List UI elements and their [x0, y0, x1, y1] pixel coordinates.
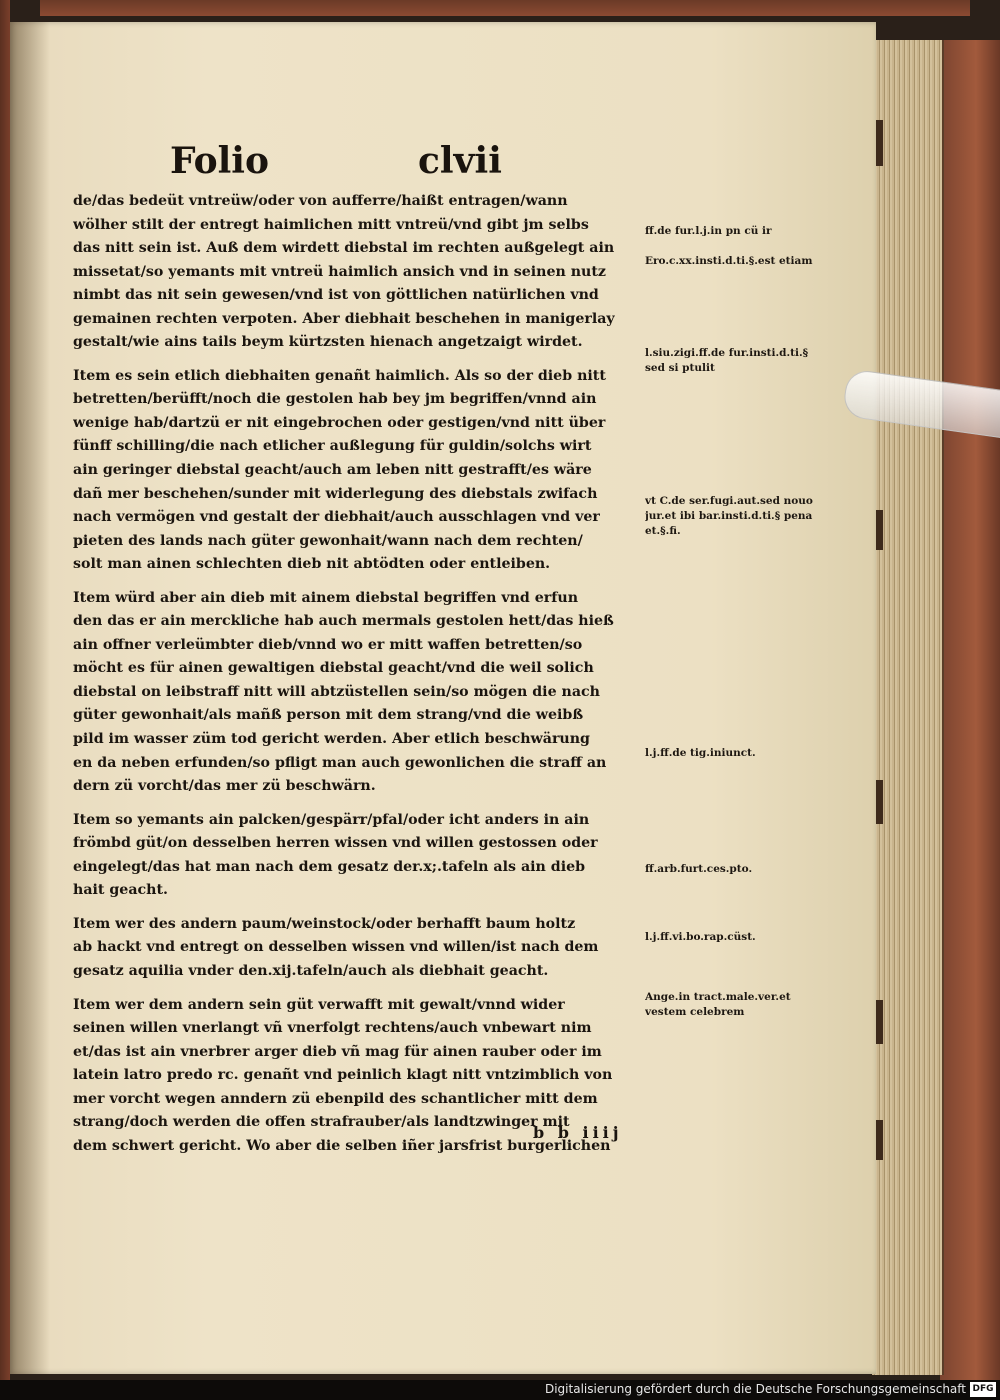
- text-line: Item es sein etlich diebhaiten genañt haimlich. Als so der dieb nitt: [73, 367, 606, 384]
- text-line: nimbt das nit sein gewesen/vnd ist von göttlichen natürlichen vnd: [73, 287, 599, 304]
- page-header: [170, 140, 502, 188]
- text-line: pieten des lands nach güter gewonhait/wann nach dem rechten/: [73, 532, 583, 549]
- text-line: ain geringer diebstal geacht/auch am leben nitt gestrafft/es wäre: [73, 462, 592, 479]
- main-text-block: [73, 190, 633, 1158]
- book-cover-top: [40, 0, 970, 16]
- text-paragraph: [73, 913, 633, 984]
- text-line: wölher stilt der entregt haimlichen mitt vntreü/vnd gibt jm selbs: [73, 216, 589, 233]
- text-line: ain offner verleümbter dieb/vnnd wo er mitt waffen betretten/so: [73, 636, 583, 653]
- page-stack-edge: [872, 40, 944, 1375]
- footer-credit: Digitalisierung gefördert durch die Deutsche Forschungsgemeinschaft: [544, 1382, 966, 1396]
- text-line: Item wer dem andern sein güt verwafft mit gewalt/vnnd wider: [73, 996, 565, 1013]
- text-line: das nitt sein ist. Auß dem wirdett diebstal im rechten außgelegt ain: [73, 240, 615, 257]
- book-cover-left: [0, 0, 10, 1380]
- margin-note-line: sed si ptulit: [645, 362, 715, 374]
- text-line: nach vermögen vnd gestalt der diebhait/auch ausschlagen vnd ver: [73, 509, 600, 526]
- margin-note-line: ff.de fur.l.j.in pn cü ir: [645, 225, 772, 237]
- text-line: et/das ist ain vnerbrer arger dieb vñ mag für ainen rauber oder im: [73, 1043, 602, 1060]
- folio-label: Folio: [170, 140, 269, 182]
- text-paragraph: [73, 365, 633, 577]
- margin-note: [645, 494, 845, 539]
- text-line: dañ mer beschehen/sunder mit widerlegung des diebstals zwifach: [73, 485, 598, 502]
- text-line: frömbd güt/on desselben herren wissen vnd willen gestossen oder: [73, 835, 598, 852]
- text-line: diebstal on leibstraff nitt will abtzüstellen sein/so mögen die nach: [73, 683, 600, 700]
- signature-mark: b b iiij: [533, 1123, 623, 1142]
- text-line: strang/doch werden die offen strafrauber/als landtzwinger mit: [73, 1114, 570, 1131]
- folio-number: clvii: [418, 140, 502, 182]
- margin-note-line: vt C.de ser.fugi.aut.sed nouo: [645, 495, 813, 507]
- margin-note: [645, 990, 845, 1020]
- text-line: gestalt/wie ains tails beym kürtzsten hienach angetzaigt wirdet.: [73, 334, 583, 351]
- text-line: gesatz aquilia vnder den.xij.tafeln/auch als diebhait geacht.: [73, 962, 549, 979]
- text-line: möcht es für ainen gewaltigen diebstal geacht/vnd die weil solich: [73, 660, 594, 677]
- margin-note: [645, 346, 845, 376]
- text-line: missetat/so yemants mit vntreü haimlich ansich vnd in seinen nutz: [73, 263, 606, 280]
- margin-note: [645, 862, 845, 877]
- text-line: hait geacht.: [73, 882, 168, 899]
- margin-note-line: ff.arb.furt.ces.pto.: [645, 863, 753, 875]
- dfg-logo-icon: DFG: [970, 1382, 996, 1397]
- text-line: solt man ainen schlechten dieb nit abtödten oder entleiben.: [73, 556, 551, 573]
- margin-note-line: l.j.ff.de tig.iniunct.: [645, 747, 756, 759]
- text-paragraph: [73, 190, 633, 355]
- margin-note-line: l.siu.zigi.ff.de fur.insti.d.ti.§: [645, 347, 809, 359]
- text-line: Item würd aber ain dieb mit ainem diebstal begriffen vnd erfun: [73, 589, 579, 606]
- text-line: de/das bedeüt vntreüw/oder von aufferre/haißt entragen/wann: [73, 193, 568, 209]
- text-line: en da neben erfunden/so pfligt man auch gewonlichen die straff an: [73, 754, 607, 771]
- text-line: gemainen rechten verpoten. Aber diebhait beschehen in manigerlay: [73, 310, 615, 327]
- page-gutter-shadow: [10, 22, 50, 1374]
- text-line: ab hackt vnd entregt on desselben wissen vnd willen/ist nach dem: [73, 939, 599, 956]
- margin-note: [645, 254, 845, 269]
- margin-note-line: jur.et ibi bar.insti.d.ti.§ pena: [645, 510, 813, 522]
- text-line: dem schwert gericht. Wo aber die selben iñer jarsfrist burgerlichen: [73, 1137, 611, 1154]
- text-line: dern zü vorcht/das mer zü beschwärn.: [73, 778, 376, 795]
- margin-note-line: et.§.fi.: [645, 525, 681, 537]
- text-line: fünff schilling/die nach etlicher außlegung für guldin/solchs wirt: [73, 438, 592, 455]
- text-line: pild im wasser züm tod gericht werden. Aber etlich beschwärung: [73, 731, 590, 748]
- text-line: Item so yemants ain palcken/gespärr/pfal/oder icht anders in ain: [73, 811, 590, 828]
- margin-note-line: Ero.c.xx.insti.d.ti.§.est etiam: [645, 255, 813, 267]
- margin-note-line: Ange.in tract.male.ver.et: [645, 991, 791, 1003]
- text-line: wenige hab/dartzü er nit eingebrochen oder gestigen/vnd nitt über: [73, 414, 606, 431]
- text-paragraph: [73, 587, 633, 799]
- text-line: eingelegt/das hat man nach dem gesatz der.x;.tafeln als ain dieb: [73, 858, 586, 875]
- book-cover-right: [940, 40, 1000, 1380]
- text-line: den das er ain merckliche hab auch mermals gestolen hett/das hieß: [73, 613, 614, 630]
- text-line: güter gewonhait/als mañß person mit dem strang/vnd die weibß: [73, 707, 584, 724]
- text-paragraph: [73, 809, 633, 903]
- margin-note-line: l.j.ff.vi.bo.rap.cüst.: [645, 931, 756, 943]
- margin-note: [645, 746, 845, 761]
- text-line: latein latro predo rc. genañt vnd peinlich klagt nitt vntzimblich von: [73, 1067, 613, 1084]
- margin-note: [645, 224, 845, 239]
- margin-note: [645, 930, 845, 945]
- text-line: mer vorcht wegen anndern zü ebenpild des schantlicher mitt dem: [73, 1090, 598, 1107]
- text-line: betretten/berüfft/noch die gestolen hab bey jm begriffen/vnnd ain: [73, 391, 597, 408]
- text-line: Item wer des andern paum/weinstock/oder berhafft baum holtz: [73, 915, 576, 932]
- margin-note-line: vestem celebrem: [645, 1006, 745, 1018]
- footer-bar: [0, 1380, 1000, 1400]
- text-line: seinen willen vnerlangt vñ vnerfolgt rechtens/auch vnbewart nim: [73, 1020, 592, 1037]
